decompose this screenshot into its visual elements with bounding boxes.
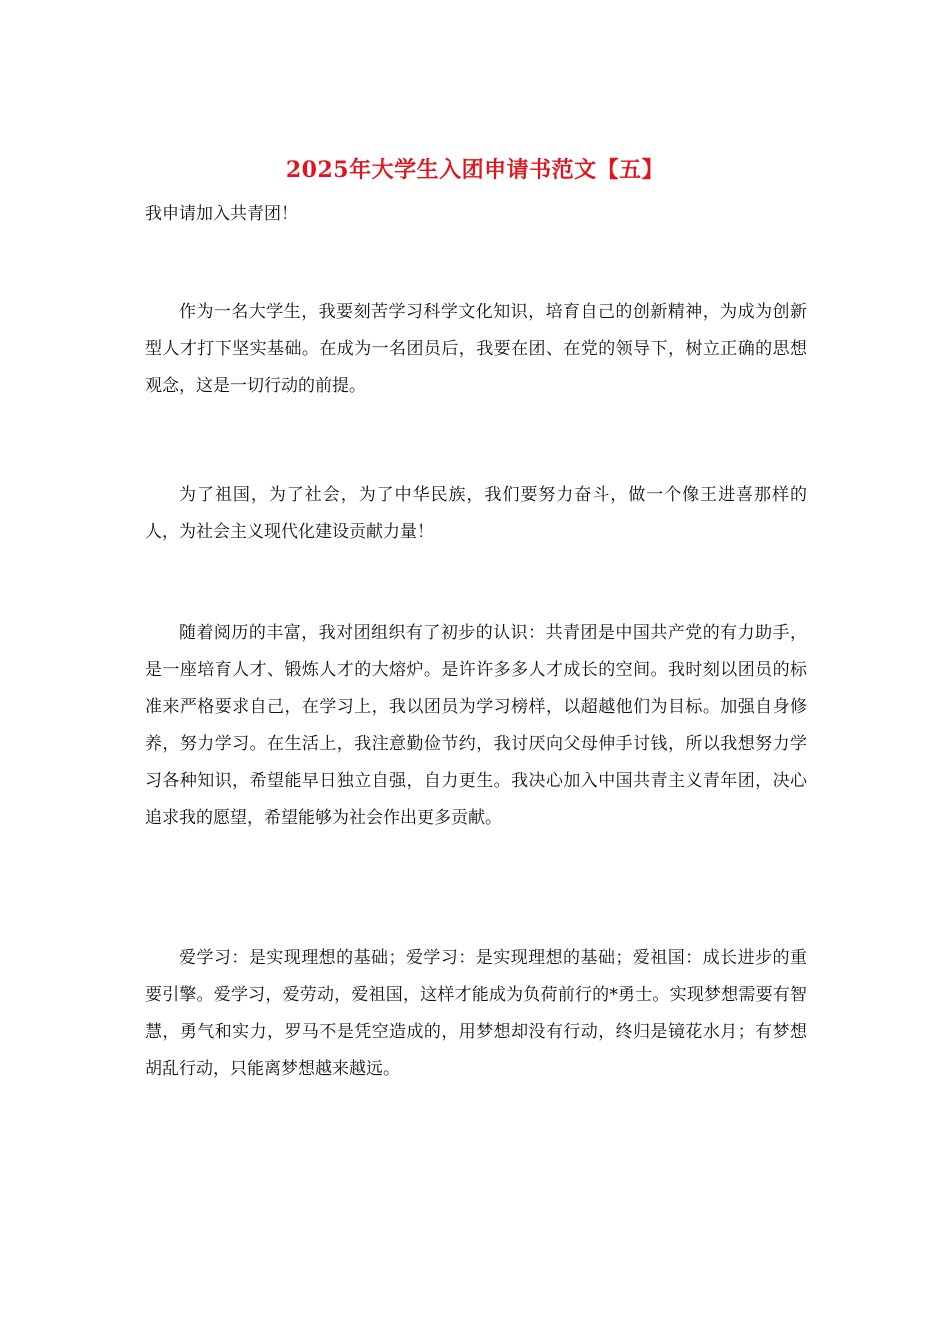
paragraph-2: 为了祖国，为了社会，为了中华民族，我们要努力奋斗，做一个像王进喜那样的人，为社会主义现代化建设贡献力量！ (145, 485, 807, 542)
opening-line: 我申请加入共青团！ (145, 204, 298, 224)
document-title: 2025年大学生入团申请书范文【五】 (285, 157, 665, 183)
paragraph-4: 爱学习：是实现理想的基础；爱学习：是实现理想的基础；爱祖国：成长进步的重要引擎。爱学习，爱劳动，爱祖国，这样才能成为负荷前行的*勇士。实现梦想需要有智慧，勇气和实力，罗马不是凭空造成的，用梦想却没有行动，终归是镜花水月；有梦想胡乱行动，只能离梦想越来越远。 (145, 948, 807, 1079)
paragraph-1: 作为一名大学生，我要刻苦学习科学文化知识，培育自己的创新精神，为成为创新型人才打下坚实基础。在成为一名团员后，我要在团、在党的领导下，树立正确的思想观念，这是一切行动的前提。 (145, 302, 807, 396)
paragraph-3: 随着阅历的丰富，我对团组织有了初步的认识：共青团是中国共产党的有力助手，是一座培育人才、锻炼人才的大熔炉。是许许多多人才成长的空间。我时刻以团员的标准来严格要求自己，在学习上，我以团员为学习榜样，以超越他们为目标。加强自身修养，努力学习。在生活上，我注意勤俭节约，我讨厌向父母伸手讨钱，所以我想努力学习各种知识，希望能早日独立自强，自力更生。我决心加入中国共青主义青年团，决心追求我的愿望，希望能够为社会作出更多贡献。 (145, 623, 807, 828)
